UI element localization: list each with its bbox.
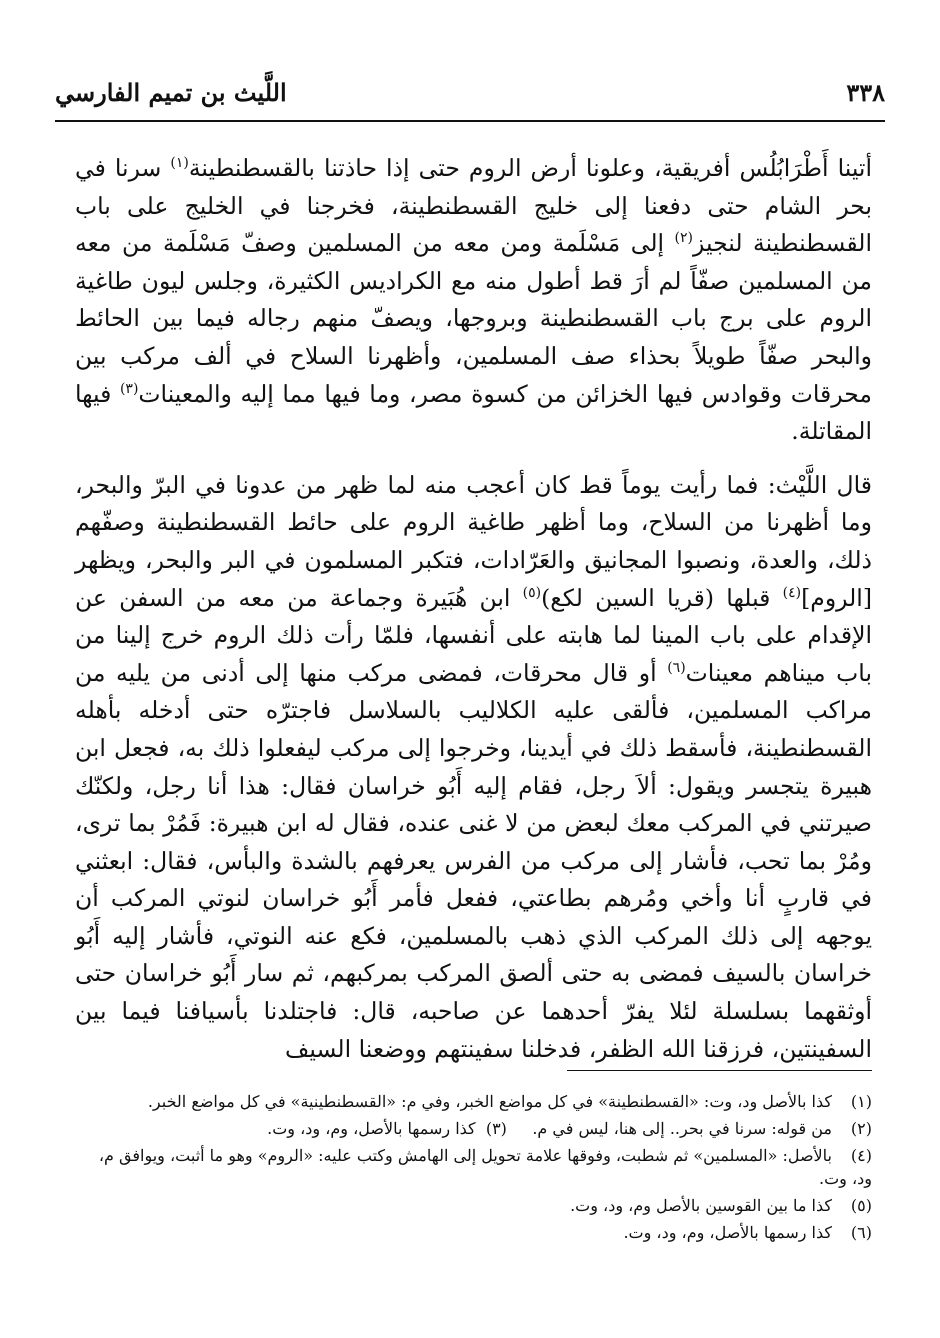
- text-segment: إلى مَسْلَمة ومن معه من المسلمين وصفّ مَسْلَمة من معه من المسلمين صفّاً لم أرَ قط أطول منه مع الكراديس الكثيرة، وجلس ليون طاغية الروم على برج باب القسطنطينة وبروجها، ويصفّ منهم رجاله فيما بين الحائط والبحر صفّاً طويلاً بحذاء صف المسلمين، وأظهرنا السلاح في ألف مركب بين محرقات وقوادس فيها الخزائن من كسوة مصر، وما فيها مما إليه والمعينات: [75, 229, 872, 408]
- header-rule: [55, 120, 885, 122]
- footnote-separator: [567, 1070, 872, 1071]
- text-segment: أو قال محرقات، فمضى مركب منها إلى أدنى من يليه من مراكب المسلمين، فألقى عليه الكلاليب بالسلاسل فاجترّه حتى أدخله بأهله القسطنطينة، فأسقط ذلك في أيدينا، وخرجوا إلى مركب ليفعلوا ذلك به، فجعل ابن هبيرة يتجسر ويقول: ألاَ رجل، فقام إليه أَبُو خراسان فقال: هذا أنا رجل، ولكنّك صيرتني في المركب معك لبعض من لا غنى عنده، فقال له ابن هبيرة: فَمُرْ بما ترى، ومُرْ بما تحب، فأشار إلى مركب من الفرس يعرفهم بالشدة والبأس، فقال: ابعثني في قاربٍ أنا وأخي ومُرهم بطاعتي، ففعل فأمر أَبُو خراسان لنوتي المركب أن يوجهه إلى ذلك المركب الذي ذهب بالمسلمين، فكع عنه النوتي، فأشار إليه أَبُو خراسان بالسيف فمضى به حتى ألصق المركب بمركبهم، ثم سار أَبُو خراسان حتى أوثقهما بسلسلة لئلا يفرّ أحدهما عن صاحبه، قال: فاجتلدنا بأسيافنا فيما بين السفينتين، فرزقنا الله الظفر، فدخلنا سفينتهم ووضعنا السيف: [75, 658, 872, 1063]
- footnote-1: [75, 1090, 872, 1113]
- footnote-text: بالأصل: «المسلمين» ثم شطبت، وفوقها علامة تحويل إلى الهامش وكتب عليه: «الروم» وهو ما أثبت، ويوافق م، ود، وت.: [98, 1146, 872, 1188]
- footnote-ref-2: (٢): [674, 230, 694, 247]
- text-segment: قال اللَّيْث: فما رأيت يوماً قط كان أعجب منه لما ظهر من عدونا في البرّ والبحر، وما أظهرنا من السلاح، وما أظهر طاغية الروم على حائط القسطنطينة وصفّهم ذلك، والعدة، ونصبوا المجانيق والعَرّادات، فتكبر المسلمون في البر والبحر، ويظهر [الروم]: [75, 470, 872, 612]
- footnote-number: (٦): [850, 1223, 872, 1242]
- footnote-4: [75, 1144, 872, 1190]
- paragraph-2: [75, 467, 872, 1069]
- footnote-number: (٥): [850, 1196, 872, 1215]
- main-text: [75, 150, 872, 1068]
- footnote-2: [75, 1117, 872, 1140]
- text-segment: ابن هُبَيرة وجماعة من معه من السفن عن الإقدام على باب المينا لما هابته على أنفسها، فلمّا رأت ذلك الروم خرج إلينا من باب ميناهم معينات: [75, 583, 872, 687]
- footnote-number: (٢): [850, 1119, 872, 1138]
- footnote-text: كذا رسمها بالأصل، وم، ود، وت.: [623, 1223, 832, 1242]
- footnote-text: كذا ما بين القوسين بالأصل وم، ود، وت.: [570, 1196, 832, 1215]
- page-number: ٣٣٨: [846, 78, 885, 107]
- page-header: [55, 78, 885, 118]
- footnote-number: (٤): [850, 1146, 872, 1165]
- footnote-6: [75, 1221, 872, 1244]
- footnote-ref-1: (١): [170, 155, 189, 172]
- footnote-text: كذا بالأصل ود، وت: «القسطنطينة» في كل مواضع الخبر، وفي م: «القسطنطينية» في كل مواضع الخبر.: [147, 1092, 832, 1111]
- text-segment: قبلها (قريا السين لكع): [541, 583, 783, 612]
- text-segment: سرنا في بحر الشام حتى دفعنا إلى خليج القسطنطينة، فخرجنا في الخليج على باب القسطنطينة لنجيز: [75, 154, 872, 258]
- footnote-number: (١): [850, 1092, 872, 1111]
- text-segment: فيها المقاتلة.: [75, 379, 872, 446]
- footnote-ref-5: (٥): [522, 584, 542, 601]
- footnote-text: من قوله: سرنا في بحر.. إلى هنا، ليس في م. (٣) كذا رسمها بالأصل، وم، ود، وت.: [267, 1119, 832, 1138]
- footnote-ref-6: (٦): [667, 659, 686, 676]
- running-title: اللَّيث بن تميم الفارسي: [55, 78, 287, 107]
- text-segment: أتينا أَطْرَابُلُس أفريقية، وعلونا أرض الروم حتى إذا حاذتنا بالقسطنطينة: [188, 154, 872, 182]
- footnote-5: [75, 1194, 872, 1217]
- paragraph-1: [75, 150, 872, 451]
- footnote-ref-4: (٤): [782, 584, 802, 601]
- footnotes: [75, 1090, 872, 1248]
- footnote-ref-3: (٣): [119, 380, 139, 397]
